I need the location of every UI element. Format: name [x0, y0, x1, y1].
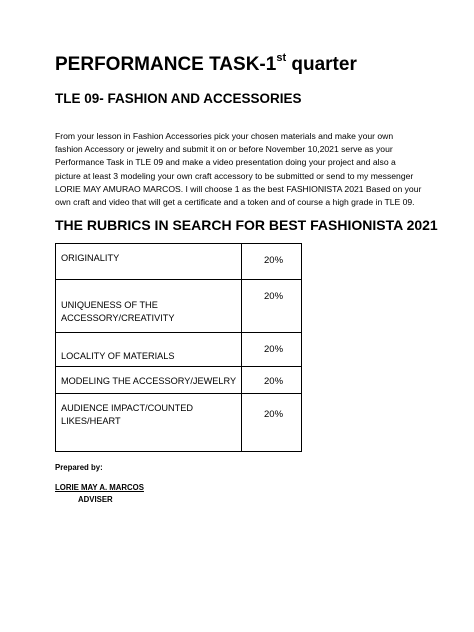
criterion-label: ACCESSORY/CREATIVITY [61, 313, 175, 323]
signatory-name: LORIE MAY A. MARCOS [55, 483, 144, 492]
table-row [56, 394, 302, 452]
criterion-cell [56, 244, 242, 280]
paragraph-line: fashion Accessory or jewelry and submit it on or before November 10,2021 serve as your [55, 144, 393, 155]
criterion-label: ORIGINALITY [61, 253, 120, 263]
paragraph-line: own craft and video that will get a certificate and a token and of course a high grade in TLE 09. [55, 197, 415, 208]
percent-cell: 20% [242, 394, 302, 452]
paragraph-line: Performance Task in TLE 09 and make a video presentation doing your project and also a [55, 157, 396, 168]
title-main: PERFORMANCE TASK-1 [55, 54, 277, 75]
criterion-cell [56, 280, 242, 333]
paragraph-line: LORIE MAY AMURAO MARCOS. I will choose 1 as the best FASHIONISTA 2021 Based on your [55, 183, 422, 194]
subject-heading: TLE 09- FASHION AND ACCESSORIES [55, 91, 302, 106]
percent-cell: 20% [242, 244, 302, 280]
criterion-label: AUDIENCE IMPACT/COUNTED [61, 403, 194, 413]
rubric-heading: THE RUBRICS IN SEARCH FOR BEST FASHIONISTA 2021 [55, 217, 438, 233]
criterion-label: LOCALITY OF MATERIALS [61, 351, 175, 361]
paragraph-line: picture at least 3 modeling your own craft accessory to be submitted or send to my messenger [55, 170, 414, 181]
instructions-paragraph [55, 130, 435, 209]
criterion-label: MODELING THE ACCESSORY/JEWELRY [61, 376, 237, 386]
criterion-cell [56, 394, 242, 452]
criterion-cell [56, 333, 242, 367]
criterion-cell [56, 367, 242, 394]
table-row [56, 244, 302, 280]
percent-cell: 20% [242, 280, 302, 333]
prepared-by-label: Prepared by: [55, 463, 103, 472]
title-superscript: st [276, 52, 287, 64]
rubric-table [55, 243, 302, 452]
table-row [56, 280, 302, 333]
page-title [55, 54, 357, 76]
title-tail: quarter [286, 54, 357, 75]
criterion-label: UNIQUENESS OF THE [61, 300, 158, 310]
table-row [56, 333, 302, 367]
percent-cell: 20% [242, 367, 302, 394]
signatory-role: ADVISER [78, 495, 113, 504]
paragraph-line: From your lesson in Fashion Accessories pick your chosen materials and make your own [55, 131, 394, 141]
table-row [56, 367, 302, 394]
percent-cell: 20% [242, 333, 302, 367]
criterion-label: LIKES/HEART [61, 416, 121, 426]
